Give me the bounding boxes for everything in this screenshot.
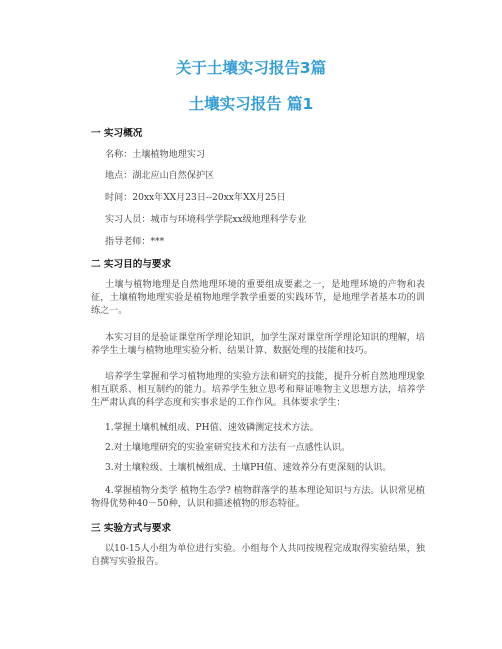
overview-participants: 实习人员：城市与环境科学学院xx级地理科学专业	[105, 215, 307, 225]
purpose-requirement-2: 2.对土壤地理研究的实验室研究技术和方法有一点感性认识。	[105, 443, 351, 453]
section-heading-purpose: 二 实习目的与要求	[91, 259, 172, 270]
document-title: 关于土壤实习报告3篇	[175, 59, 327, 77]
purpose-paragraph-2: 本实习目的是验证课堂所学理论知识，加学生深对课堂所学理论知识的理解，培养学生土壤与植物地理实验分析、结果计算、数据处理的技能和技巧。	[91, 333, 425, 356]
overview-name: 名称：土壤植物地理实习	[105, 150, 206, 160]
section-subtitle: 土壤实习报告 篇1	[188, 95, 314, 113]
purpose-requirement-3: 3.对土壤粒级、土壤机械组成、土壤PH值、速效养分有更深刻的认识。	[105, 463, 392, 473]
overview-location: 地点：湖北应山自然保护区	[105, 171, 215, 181]
section-heading-overview: 一 实习概况	[91, 128, 143, 139]
method-paragraph-1: 以10-15人小组为单位进行实验。小组每个人共同按规程完成取得实验结果，独自撰写实验报告。	[91, 544, 425, 567]
section-heading-method: 三 实验方式与要求	[91, 523, 172, 534]
purpose-requirement-4: 4.掌握植物分类学 植物生态学? 植物群落学的基本理论知识与方法。认识常见植物得优势种40－50种，认识和描述植物的形态特征。	[91, 486, 425, 509]
overview-time: 时间：20xx年XX月23日--20xx年XX月25日	[105, 193, 286, 203]
overview-instructor: 指导老师：***	[105, 237, 165, 247]
purpose-requirement-1: 1.掌握土壤机械组成、PH值、速效磷测定技术方法。	[105, 423, 319, 433]
purpose-paragraph-1: 土壤与植物地理是自然地理环境的重要组成要素之一，是地理环境的产物和表征，土壤植物地理实验是植物地理学教学重要的实践环节，是地理学者基本功的训练之一。	[91, 280, 425, 316]
purpose-paragraph-3: 培养学生掌握和学习植物地理的实验方法和研究的技能，提升分析自然地理现象相互联系、相互制约的能力。培养学生独立思考和辩证唯物主义思想方法，培养学生严肃认真的科学态度和实事求是的工作作风。具体要求学生：	[91, 372, 425, 408]
